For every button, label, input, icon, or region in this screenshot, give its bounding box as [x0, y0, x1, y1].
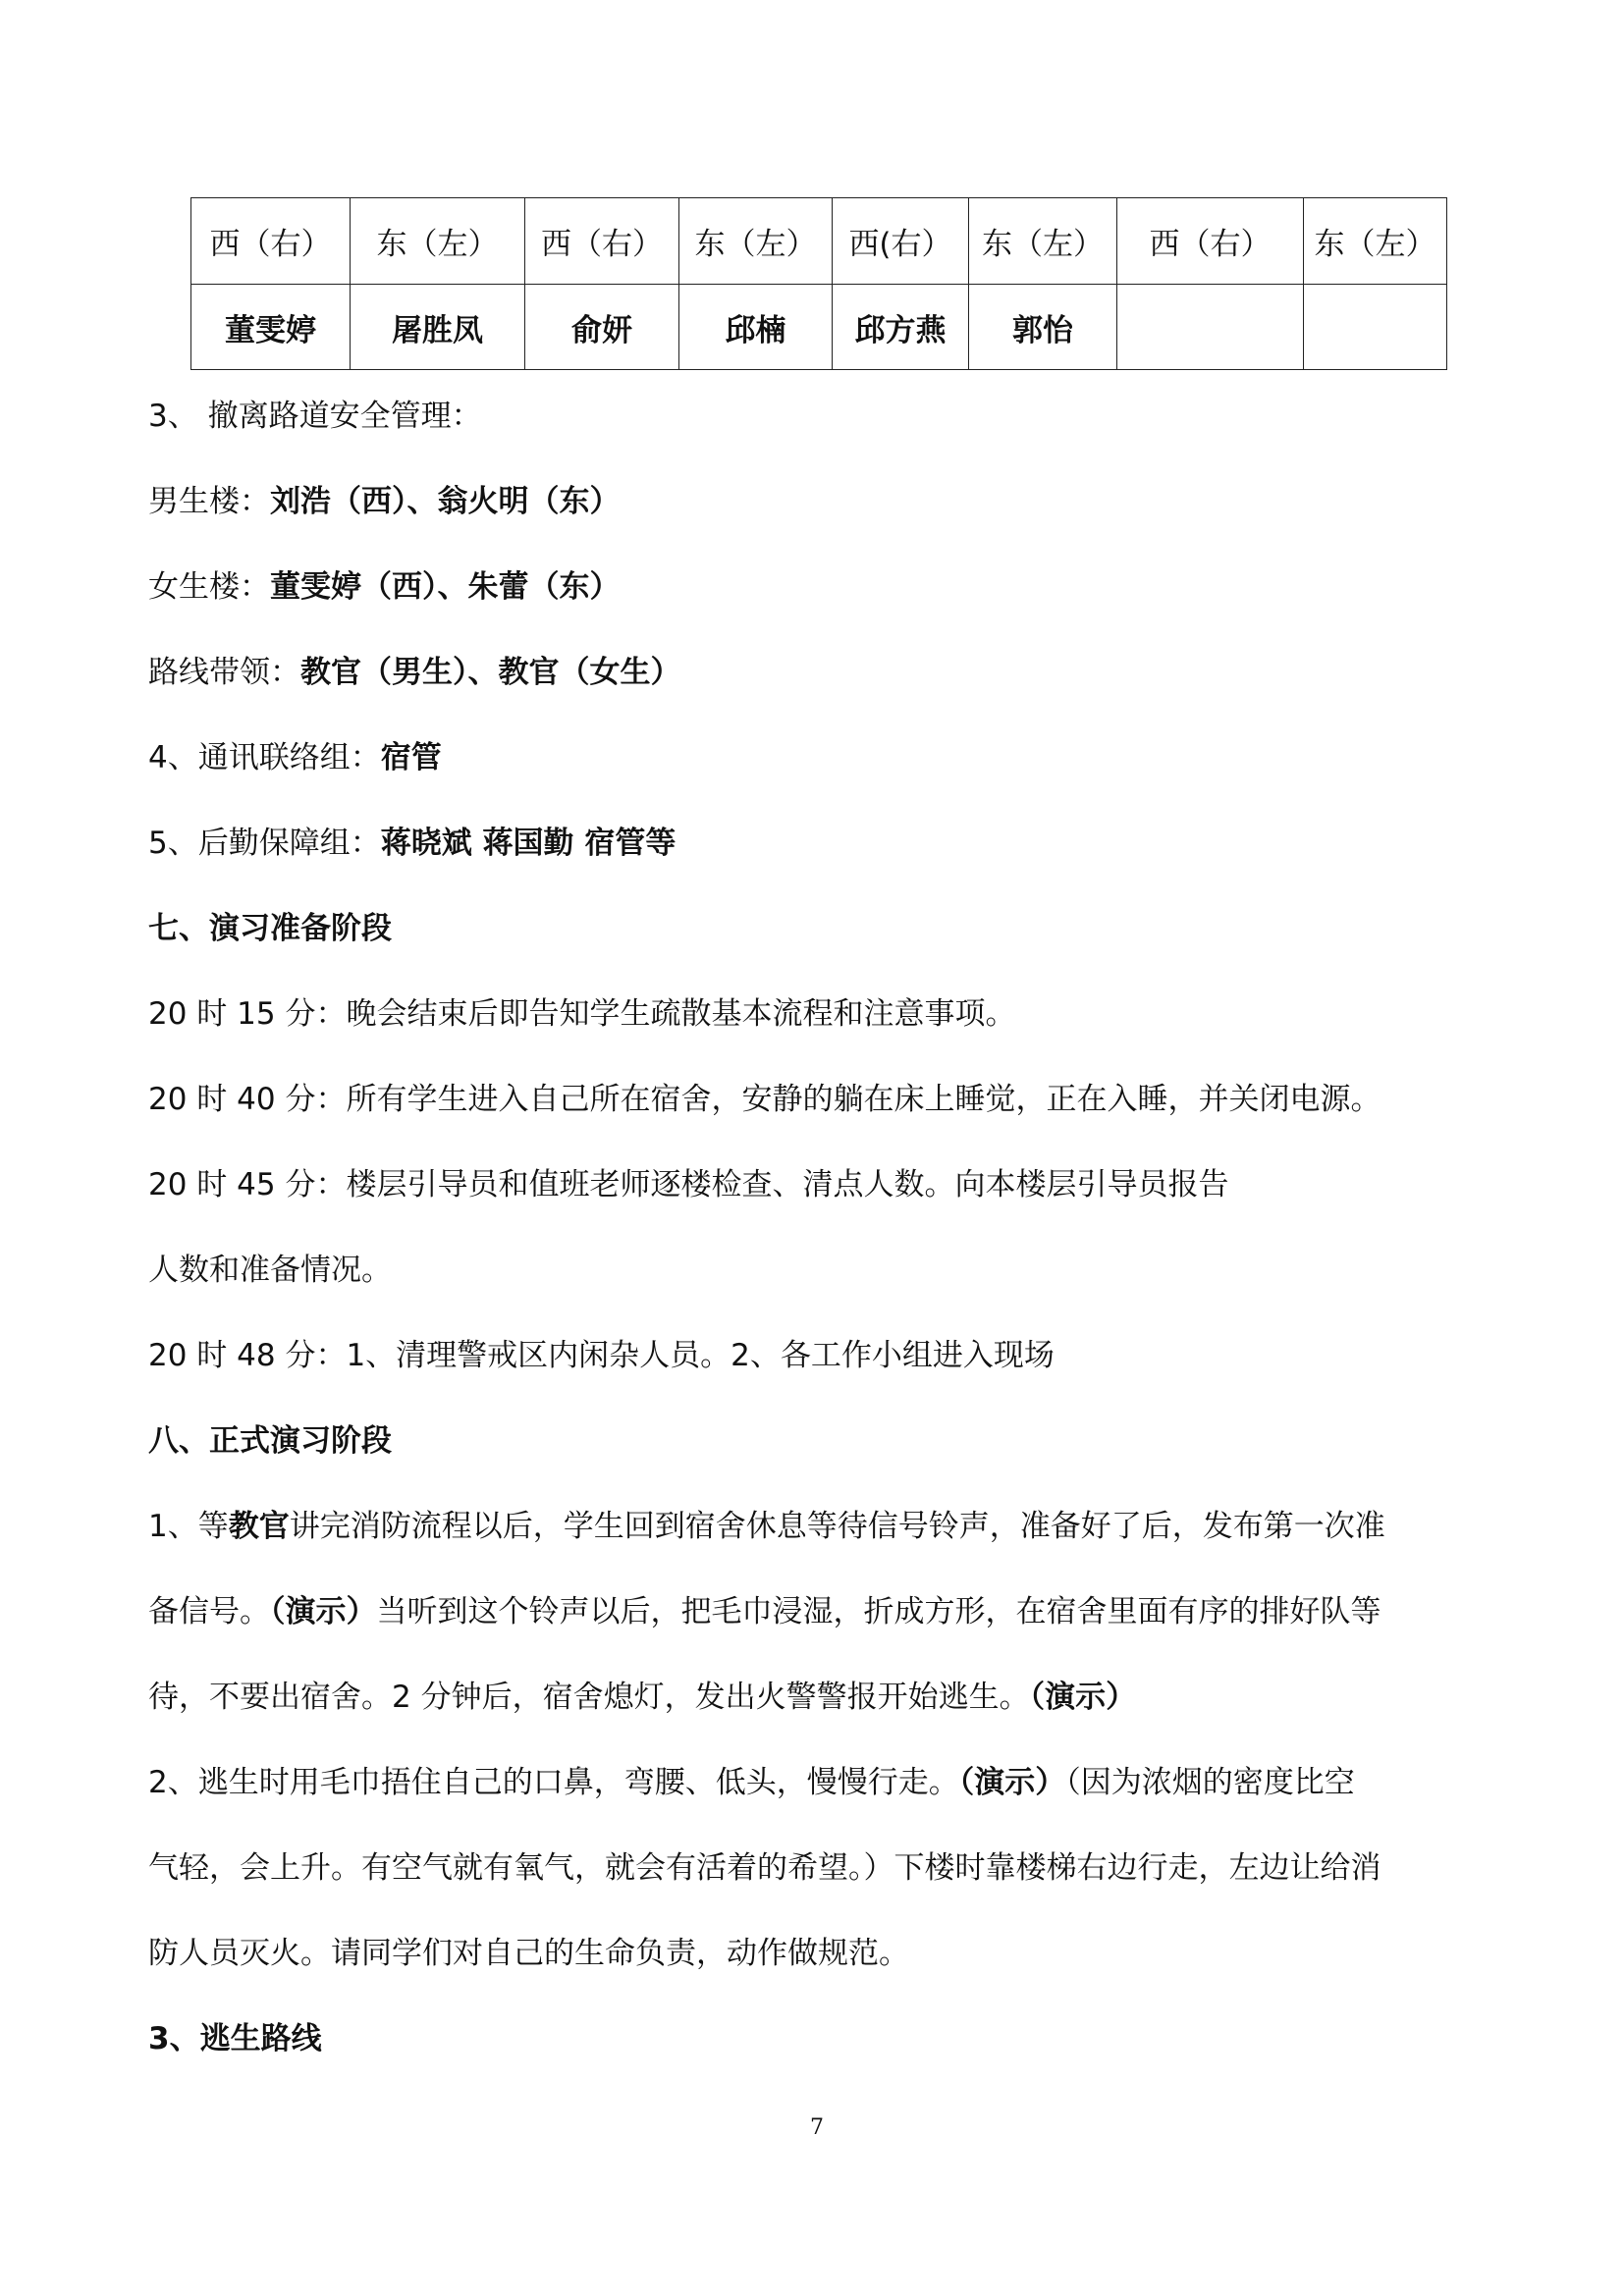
route-leader-value: 教官（男生）、教官（女生） — [300, 655, 681, 690]
table-name-cell: 屠胜凤 — [351, 285, 525, 370]
text-run: 备信号。 — [148, 1594, 270, 1629]
girls-building-label: 女生楼： — [148, 569, 270, 605]
paragraph-1-line-2 — [148, 1592, 1381, 1631]
section-7-heading: 七、演习准备阶段 — [148, 911, 392, 946]
text-run-bold: （演示） — [1029, 1680, 1137, 1715]
paragraph-1-line-1 — [148, 1507, 1385, 1546]
table-header-cell: 西（右） — [525, 198, 679, 285]
text-run: 待，不要出宿舍。2 分钟后，宿舍熄灯，发出火警警报开始逃生。 — [148, 1680, 1030, 1715]
text-run: 当听到这个铃声以后，把毛巾浸湿，折成方形，在宿舍里面有序的排好队等 — [376, 1594, 1381, 1629]
table-header-cell: 西（右） — [1117, 198, 1304, 285]
escape-route-heading: 3、逃生路线 — [148, 2021, 322, 2056]
paragraph-2-line-2: 气轻，会上升。有空气就有氧气，就会有活着的希望。）下楼时靠楼梯右边行走，左边让给消 — [148, 1850, 1381, 1886]
table-name-cell: 俞妍 — [525, 285, 679, 370]
girls-building-value: 董雯婷（西）、朱蕾（东） — [270, 569, 621, 605]
text-run: 讲完消防流程以后，学生回到宿舍休息等待信号铃声，准备好了后，发布第一次准 — [289, 1509, 1385, 1544]
text-run-bold: （演示） — [270, 1594, 377, 1629]
table-name-cell — [1117, 285, 1304, 370]
section-8-heading: 八、正式演习阶段 — [148, 1423, 392, 1459]
timeline-item-continued: 人数和准备情况。 — [148, 1253, 392, 1288]
table-name-cell: 董雯婷 — [191, 285, 351, 370]
logistics-group-label: 5、后勤保障组： — [148, 826, 381, 861]
text-run: （因为浓烟的密度比空 — [1065, 1765, 1355, 1800]
timeline-item: 20 时 45 分：楼层引导员和值班老师逐楼检查、清点人数。向本楼层引导员报告 — [148, 1167, 1229, 1202]
table-header-cell: 西（右） — [191, 198, 351, 285]
table-header-cell: 东（左） — [351, 198, 525, 285]
text-run-bold: （演示） — [958, 1765, 1066, 1800]
table-name-cell: 邱方燕 — [833, 285, 969, 370]
table-name-cell: 郭怡 — [969, 285, 1117, 370]
table-header-cell: 东（左） — [1304, 198, 1447, 285]
table-header-cell: 东（左） — [969, 198, 1117, 285]
page-number: 7 — [810, 2115, 824, 2140]
comms-group-line — [148, 738, 442, 777]
text-run: 1、等 — [148, 1509, 229, 1544]
roster-table — [190, 197, 1447, 370]
comms-group-label: 4、通讯联络组： — [148, 740, 381, 775]
boys-building-line — [148, 482, 621, 521]
paragraph-1-line-3 — [148, 1678, 1136, 1717]
boys-building-label: 男生楼： — [148, 484, 270, 519]
text-run-bold: 教官 — [228, 1509, 290, 1544]
logistics-group-line — [148, 824, 676, 863]
table-header-row — [191, 198, 1447, 285]
route-leader-label: 路线带领： — [148, 655, 300, 690]
table-header-cell: 东（左） — [679, 198, 833, 285]
paragraph-2-line-3: 防人员灭火。请同学们对自己的生命负责，动作做规范。 — [148, 1936, 909, 1971]
girls-building-line — [148, 567, 621, 607]
timeline-item: 20 时 40 分：所有学生进入自己所在宿舍，安静的躺在床上睡觉，正在入睡，并关闭电源。 — [148, 1082, 1381, 1117]
table-name-cell: 邱楠 — [679, 285, 833, 370]
table-name-cell — [1304, 285, 1447, 370]
table-header-cell: 西(右） — [833, 198, 969, 285]
section-3-title: 3、 撤离路道安全管理： — [148, 399, 482, 434]
paragraph-2-line-1 — [148, 1763, 1355, 1802]
timeline-item: 20 时 48 分：1、清理警戒区内闲杂人员。2、各工作小组进入现场 — [148, 1338, 1055, 1373]
comms-group-value: 宿管 — [380, 740, 442, 775]
text-run: 2、逃生时用毛巾捂住自己的口鼻，弯腰、低头，慢慢行走。 — [148, 1765, 959, 1800]
boys-building-value: 刘浩（西）、翁火明（东） — [270, 484, 621, 519]
route-leader-line — [148, 653, 681, 692]
logistics-group-value: 蒋晓斌 蒋国勤 宿管等 — [380, 826, 677, 861]
table-names-row — [191, 285, 1447, 370]
timeline-item: 20 时 15 分：晚会结束后即告知学生疏散基本流程和注意事项。 — [148, 996, 1016, 1032]
